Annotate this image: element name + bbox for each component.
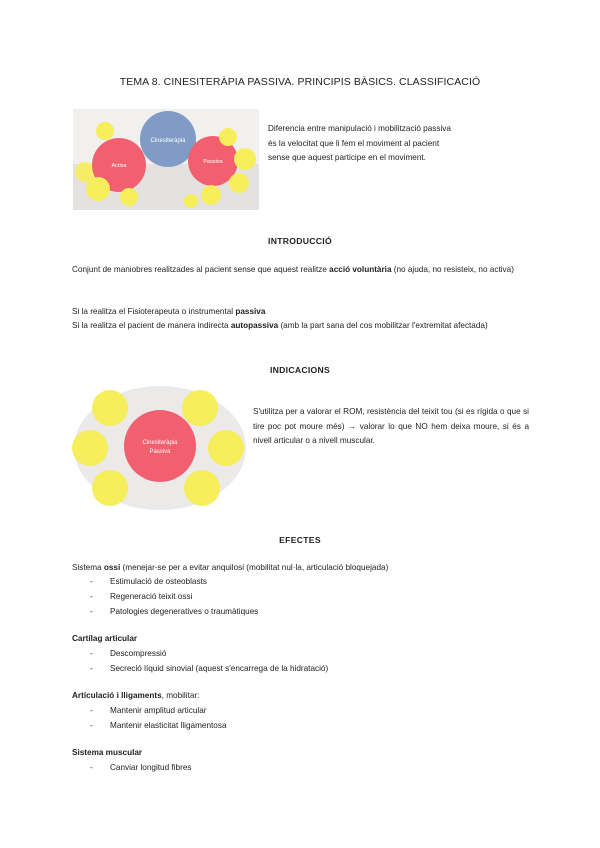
intro-note-line-1: Diferencia entre manipulació i mobilització passiva [268,124,451,133]
articulacio-list [90,703,227,733]
list-item: - Mantenir amplitud articular [90,703,227,718]
list-item: - Estimulació de osteoblasts [90,574,258,589]
efectes-cartilag-heading [72,632,137,646]
muscular-title: Sistema muscular [72,748,143,757]
list-item: - Canviar longitud fibres [90,760,191,775]
section-heading-introduccio: INTRODUCCIÓ [268,236,332,246]
diagram-left-label: Activa [111,163,127,169]
intro-note [268,122,498,166]
cartilag-title: Cartílag articular [72,634,138,643]
muscular-list [90,760,191,775]
ossi-list [90,574,258,619]
indicacions-center-line-1: Cinesiteràpia [142,440,178,446]
intro-paragraph-3 [72,319,528,333]
diagram-center-label: Cinesiteràpia [150,138,186,144]
intro-note-line-3: sense que aquest participe en el moviment. [268,153,426,162]
efectes-muscular-heading [72,746,142,760]
indicacions-diagram-image [70,382,248,512]
intro-p2-text: Si la realitza el Fisioterapeuta o instrumental [72,307,236,316]
intro-p3-bold: autopassiva [230,321,279,330]
intro-p1-text: Conjunt de maniobres realitzades al pacient sense que aquest realitze [72,265,330,274]
cartilag-list [90,646,328,676]
list-item: - Descompressió [90,646,328,661]
page-title: TEMA 8. CINESITERÀPIA PASSIVA. PRINCIPIS BÀSICS. CLASSIFICACIÓ [119,76,481,88]
intro-p2-bold: passiva [235,307,266,316]
ossi-prefix: Sistema [72,563,104,572]
list-item: - Mantenir elasticitat lligamentosa [90,718,227,733]
section-heading-efectes: EFECTES [279,535,321,545]
list-item: - Regeneració teixit ossi [90,589,258,604]
ossi-bold: ossi [103,563,121,572]
diagram-right-label: Passiva [203,159,223,165]
section-heading-indicacions: INDICACIONS [269,365,331,375]
intro-p1-bold: acció voluntària [329,265,392,274]
efectes-articulacio-heading [72,689,199,703]
articulacio-tail: , mobilitar: [161,691,200,700]
indicacions-note: S'utilitza per a valorar el ROM, resistència del teixit tou (si es rígida o que si tire poc pot moure més) → valorar lo que NO hem deixa moure, si és a nivell articular o a nivell muscular. [253,407,529,445]
list-item: - Secreció líquid sinovial (aquest s'encarrega de la hidratació) [90,661,328,676]
intro-p1-tail: (no ajuda, no resisteix, no activa) [391,265,514,274]
indicacions-center-line-2: Passiva [149,449,171,455]
intro-paragraph-2 [72,305,528,319]
intro-paragraph-1 [72,263,528,277]
list-item: - Patologies degeneratives o traumàtiques [90,604,258,619]
ossi-tail: (menejar-se per a evitar anquilosi (mobilitat nul·la, articulació bloquejada) [120,563,389,572]
articulacio-bold: Articulació i lligaments [72,691,162,700]
intro-p3-tail: (amb la part sana del cos mobilitzar l'extremitat afectada) [278,321,488,330]
intro-note-line-2: és la velocitat que li fem el moviment al pacient [268,138,440,148]
efectes-ossi-heading [72,561,532,575]
cinesiterapia-diagram [73,109,259,210]
diagram-image [73,109,259,210]
intro-p3-text: Si la realitza el pacient de manera indirecta [72,321,231,330]
indicacions-diagram [70,382,248,512]
